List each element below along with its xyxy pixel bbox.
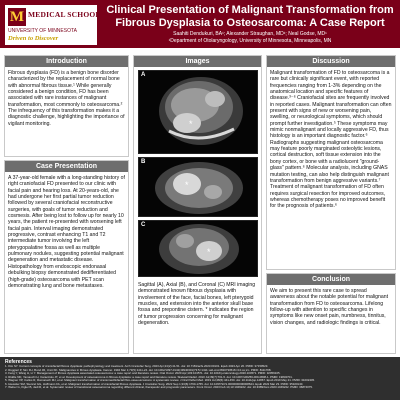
logo-tagline: Driven to Discover (8, 35, 59, 42)
reference-item: 7. Weber G, Kigler B, Jadi R, et al. Systematic review of transitional osteosarcoma regarding different clinical, therapeutic and prognostic parameters. Front Oncol. 2023 Feb 14;13:1049222. doi: 10.3389/fonc.2023.1049222. PMID: 36874075. (5, 386, 313, 390)
conclusion-section (266, 273, 396, 354)
mri-panel-axial (138, 157, 258, 217)
case-presentation-heading: Case Presentation (5, 161, 128, 172)
logo-school-name: MEDICAL SCHOOL (28, 10, 101, 19)
mri-panel-label: C (141, 222, 146, 228)
university-logo (5, 5, 101, 45)
case-presentation-section (4, 160, 129, 354)
mri-axial-image (139, 158, 258, 217)
mri-figure (138, 70, 258, 277)
conclusion-heading: Conclusion (267, 274, 395, 285)
images-caption: Sagittal (A), Axial (B), and Coronal (C) MRI imaging demonstrated known fibrous dysplasia with involvement of the face, facial bones, left pterygoid muscles, and extension into the anterior skull base fossa and prepontine cistern. * indicates the region of tumor progression concerning for malignant degeneration. (138, 282, 256, 327)
svg-text:*: * (207, 247, 211, 257)
references-list (5, 365, 395, 390)
poster-authors: Saahiti Dendukuri, BA¹; Alexander Straughan, MD¹; Neal Godse, MD¹ (173, 31, 327, 37)
mri-panel-sagittal (138, 70, 258, 154)
reference-item: 3. Feng Y, Wang H, Li Y. Management of fibrous dysplasia associated osteosarcoma: a case report and literature review. Oral Oncol. 2020 Apr;103:104571. doi: 10.1016/j.oraloncology.2020.104571. PMID: 32059165. (5, 372, 281, 376)
conclusion-text: We aim to present this rare case to spread awareness about the notable potential for malignant transformation from FD to osteosarcoma. Lifelong follow-up with attention to specific changes in symptoms like new onset pain, numbness, tinnitus, vision changes, and radiologic findings is critical. (270, 288, 389, 326)
discussion-text: Malignant transformation of FD to osteosarcoma is a rare but clinically significant event, with reported frequencies ranging from 1-3% depending on the anatomical location and specific features of disease.³⁻⁶ Craniofacial sites are frequently involved in reported cases. Malignant transformation can often present with signs of new or worsening pain, swelling, or neurological symptoms, which should prompt further investigation.⁵ These symptoms may mimic nonmalignant and locally aggressive FD, thus histology is an important diagnostic factor.⁶ Radiographs suggesting malignant osteosarcoma may feature poorly marginated osteolytic lesions, cortical destruction, soft tissue extension into the bony cortex, or bone with a radiolucent "ground-glass" pattern.⁶ Molecular analysis, including GNAS mutation testing, can also help distinguish malignant transformation from benign aggressive variants.⁷ Treatment of malignant transformation of FD often requires surgical resection for improved outcomes, whereas chemotherapy poses no improved benefit for the prognosis of patients.⁶ (270, 70, 392, 210)
logo-mark-icon: M (9, 9, 25, 25)
mri-sagittal-image (139, 71, 258, 154)
reference-item: 4. Riddle ND, Yamauchi H, Caracciolo JT, et al. Development of osteosarcoma in fibrous dysplasia: a case report and literature review. Skeletal Radiol. 2010 Jul;39(7):701-5. doi: 10.1007/s00256-009-0808-1. PMID: 19834701. (5, 375, 293, 379)
references-heading: References (5, 359, 32, 365)
poster-header (0, 0, 400, 48)
images-heading: Images (134, 56, 261, 67)
mri-panel-label: A (141, 72, 146, 78)
poster-title: Clinical Presentation of Malignant Transformation from Fibrous Dysplasia to Osteosarcoma: A Case Report (106, 4, 394, 29)
mri-coronal-image (139, 221, 258, 277)
svg-text:*: * (185, 180, 189, 190)
poster-affiliation: ¹Department of Otolaryngology, University of Minnesota, Minneapolis, MN (168, 38, 332, 44)
mri-panel-coronal (138, 220, 258, 277)
introduction-section (4, 55, 129, 157)
svg-text:*: * (189, 119, 193, 129)
images-section (133, 55, 262, 354)
introduction-heading: Introduction (5, 56, 128, 67)
discussion-section (266, 55, 396, 270)
introduction-text: Fibrous dysplasia (FD) is a benign bone disorder characterized by the replacement of normal bone with abnormal fibrous tissue.¹ While generally considered a benign condition, FD has been associated with rare instances of malignant transformation, most commonly to osteosarcoma.² The infrequency of this transformation makes it a diagnostic challenge, highlighting the importance of vigilant monitoring. (8, 70, 125, 127)
case-presentation-text: A 37-year-old female with a long-standing history of right craniofacial FD presented to our clinic with facial pain and hearing loss. At 20-years-old, she had undergone her first partial tumor reduction followed by several craniofacial reconstructive surgeries, with goals of tumor reduction and cosmesis. After being lost to follow up for nearly 10 years, the patient re-presented with worsening left facial pain. Interval imaging demonstrated progressive, contrast enhancing T1 and T2 intermediate tumor involving the left pterygopalatine fossa as well as multiple pulmonary nodules, suggesting potential malignant degeneration and metastatic disease. Histopathology from endoscopic endonasal debulking biopsy demonstrated dedifferentiated (high-grade) osteosarcoma with PET scan demonstrating lung and bone metastases. (8, 175, 125, 289)
references-section (0, 357, 400, 400)
reference-item: 2. Ruggieri P, Sim FH, Bond JR, Unni KK. Malignancies in fibrous dysplasia. Cancer. 1994 Mar 1;73(5):1411-24. doi: 10.1002/1097-0142(19940301)73:5<1411::aid-cncr2820730516>3.0.co;2-t. PMID: 8111708. (5, 368, 272, 372)
reference-item: 6. Haussler SM, Stenzel GG, Hoffmann FA, et al. Malignant transformation of craniofacial fibrous dysplasia. J Craniofac Surg. 2022 Sep 1;33(6):1760-1765. doi: 10.1097/SCS.0000000000008624. Epub 2022 Mar 23. PMID: 35320140. (5, 382, 304, 386)
discussion-heading: Discussion (267, 56, 395, 67)
logo-university-name: UNIVERSITY OF MINNESOTA (8, 28, 77, 34)
reference-item: 1. Kim SY. Current concepts of craniofacial fibrous dysplasia: pathophysiology and treatment. Arch Craniofac Surg. 2023 Apr;24(2):41-51. doi: 10.7181/acfs.2023.00101. Epub 2023 Apr 20. PMID: 37150523. (5, 365, 269, 368)
reference-item: 5. Wagner VP, Carlos R, Romanach MJ, et al. Malignant transformation of craniomaxillofacial fibro-osseous lesions: A systematic review. J Oral Pathol Med. 2019 Jul;48(6):441-450. doi: 10.1111/jop.12867. Epub 2019 May 21. PMID: 31002445. (5, 379, 315, 383)
mri-panel-label: B (141, 159, 146, 165)
